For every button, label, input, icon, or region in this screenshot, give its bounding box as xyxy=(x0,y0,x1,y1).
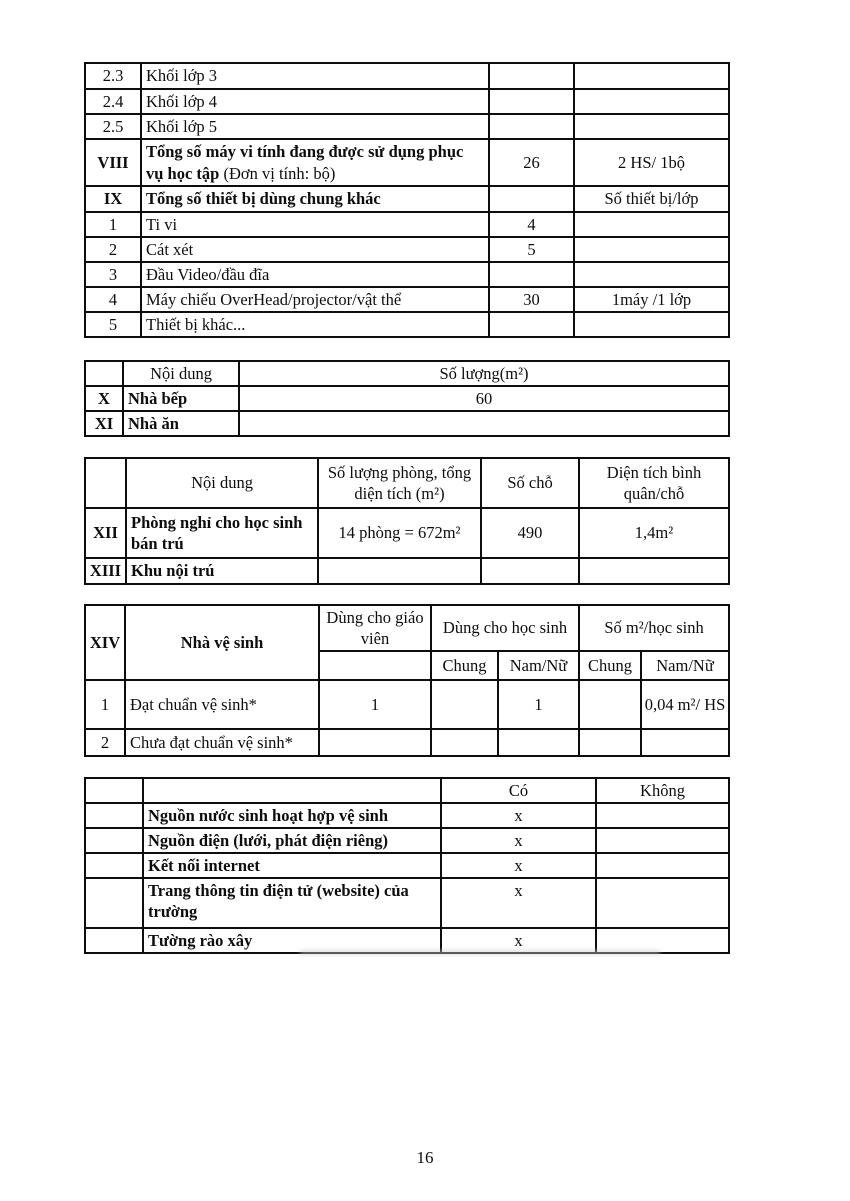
cell-no-mark xyxy=(596,828,729,853)
cell-label: Tường rào xây xyxy=(143,928,441,953)
cell-note: 2 HS/ 1bộ xyxy=(574,139,729,186)
header-teachers: Dùng cho giáo viên xyxy=(319,605,431,651)
utilities-table xyxy=(84,777,730,954)
header-sqm-chung: Chung xyxy=(579,651,641,680)
cell-students-chung xyxy=(431,729,498,756)
page-number: 16 xyxy=(416,1148,434,1167)
cell-note: Số thiết bị/lớp xyxy=(574,186,729,212)
cell-note xyxy=(574,114,729,139)
cell-qty: 5 xyxy=(489,237,574,262)
header-qty: Số lượng(m²) xyxy=(239,361,729,386)
cell-avg xyxy=(579,558,729,584)
cell-no: XIII xyxy=(85,558,126,584)
header-no: Không xyxy=(596,778,729,803)
cell-qty: 26 xyxy=(489,139,574,186)
cell-no xyxy=(85,853,143,878)
cell-seats: 490 xyxy=(481,508,579,558)
cell-yes: x xyxy=(441,803,596,828)
header-rooms: Số lượng phòng, tổng diện tích (m²) xyxy=(318,458,481,508)
cell-rooms xyxy=(318,558,481,584)
cell-qty: 4 xyxy=(489,212,574,237)
cell-label: Kết nối internet xyxy=(143,853,441,878)
cell-qty xyxy=(489,63,574,89)
header-yes: Có xyxy=(441,778,596,803)
header-empty xyxy=(85,361,123,386)
cell-students-namnu xyxy=(498,729,579,756)
cell-no xyxy=(85,928,143,953)
header-students-chung: Chung xyxy=(431,651,498,680)
cell-label: Đạt chuẩn vệ sinh* xyxy=(125,680,319,729)
header-sqm-namnu: Nam/Nữ xyxy=(641,651,729,680)
cell-label: Đầu Video/đầu đĩa xyxy=(141,262,489,287)
toilet-table xyxy=(84,604,730,757)
cell-label: Trang thông tin điện tử (website) của trường xyxy=(143,878,441,928)
cell-sqm-namnu xyxy=(641,729,729,756)
cell-qty xyxy=(239,411,729,436)
label-bold-part: Tổng số máy vi tính đang được sử dụng phục vụ học tập xyxy=(146,142,464,183)
header-teachers-sub xyxy=(319,651,431,680)
label-note-part: (Đơn vị tính: bộ) xyxy=(223,163,336,183)
cell-yes: x xyxy=(441,828,596,853)
header-content: Nội dung xyxy=(126,458,318,508)
header-avg: Diện tích bình quân/chỗ xyxy=(579,458,729,508)
equipment-table xyxy=(84,62,730,338)
cell-qty xyxy=(489,312,574,337)
cell-no: 4 xyxy=(85,287,141,312)
cell-no: IX xyxy=(85,186,141,212)
cell-teachers xyxy=(319,729,431,756)
cell-sqm-namnu: 0,04 m²/ HS xyxy=(641,680,729,729)
header-empty xyxy=(85,458,126,508)
cell-no: 2 xyxy=(85,237,141,262)
cell-rooms: 14 phòng = 672m² xyxy=(318,508,481,558)
boarding-rest-table xyxy=(84,457,730,585)
cell-no: VIII xyxy=(85,139,141,186)
cell-no-mark xyxy=(596,803,729,828)
cell-qty: 30 xyxy=(489,287,574,312)
cell-no: 1 xyxy=(85,212,141,237)
cell-label xyxy=(141,139,489,186)
header-title: Nhà vệ sinh xyxy=(125,605,319,680)
cell-no: 2.3 xyxy=(85,63,141,89)
cell-note xyxy=(574,312,729,337)
cell-no: 2.4 xyxy=(85,89,141,114)
cell-no xyxy=(85,878,143,928)
cell-note xyxy=(574,89,729,114)
cell-note: 1máy /1 lớp xyxy=(574,287,729,312)
cell-label: Ti vi xyxy=(141,212,489,237)
cell-label: Nhà bếp xyxy=(123,386,239,411)
header-students-namnu: Nam/Nữ xyxy=(498,651,579,680)
cell-note xyxy=(574,63,729,89)
cell-sqm-chung xyxy=(579,729,641,756)
cell-no: 2 xyxy=(85,729,125,756)
cell-no xyxy=(85,803,143,828)
cell-label: Phòng nghỉ cho học sinh bán trú xyxy=(126,508,318,558)
cell-label: Khối lớp 4 xyxy=(141,89,489,114)
cell-label: Nguồn nước sinh hoạt hợp vệ sinh xyxy=(143,803,441,828)
cell-no-mark xyxy=(596,878,729,928)
cell-label: Khối lớp 3 xyxy=(141,63,489,89)
cell-no: 1 xyxy=(85,680,125,729)
cell-label: Cát xét xyxy=(141,237,489,262)
cell-no: 2.5 xyxy=(85,114,141,139)
scan-artifact xyxy=(300,950,660,955)
header-students: Dùng cho học sinh xyxy=(431,605,579,651)
cell-note xyxy=(574,237,729,262)
header-seats: Số chỗ xyxy=(481,458,579,508)
cell-students-chung xyxy=(431,680,498,729)
kitchen-table xyxy=(84,360,730,437)
cell-note xyxy=(574,262,729,287)
cell-qty: 60 xyxy=(239,386,729,411)
cell-seats xyxy=(481,558,579,584)
header-empty xyxy=(85,778,143,803)
cell-label: Khu nội trú xyxy=(126,558,318,584)
cell-no-mark xyxy=(596,853,729,878)
header-no: XIV xyxy=(85,605,125,680)
cell-sqm-chung xyxy=(579,680,641,729)
header-content: Nội dung xyxy=(123,361,239,386)
cell-label: Thiết bị khác... xyxy=(141,312,489,337)
cell-label: Nhà ăn xyxy=(123,411,239,436)
cell-no: XI xyxy=(85,411,123,436)
cell-avg: 1,4m² xyxy=(579,508,729,558)
cell-qty xyxy=(489,114,574,139)
cell-no: 5 xyxy=(85,312,141,337)
cell-qty xyxy=(489,89,574,114)
cell-qty xyxy=(489,262,574,287)
cell-label: Máy chiếu OverHead/projector/vật thể xyxy=(141,287,489,312)
cell-yes: x xyxy=(441,853,596,878)
cell-no: X xyxy=(85,386,123,411)
cell-yes: x xyxy=(441,928,596,953)
cell-no xyxy=(85,828,143,853)
header-sqm-per-student: Số m²/học sinh xyxy=(579,605,729,651)
cell-label: Khối lớp 5 xyxy=(141,114,489,139)
cell-no: XII xyxy=(85,508,126,558)
cell-no: 3 xyxy=(85,262,141,287)
header-empty xyxy=(143,778,441,803)
cell-label: Chưa đạt chuẩn vệ sinh* xyxy=(125,729,319,756)
cell-students-namnu: 1 xyxy=(498,680,579,729)
cell-label: Nguồn điện (lưới, phát điện riêng) xyxy=(143,828,441,853)
cell-note xyxy=(574,212,729,237)
cell-qty xyxy=(489,186,574,212)
cell-yes: x xyxy=(441,878,596,928)
cell-label: Tổng số thiết bị dùng chung khác xyxy=(141,186,489,212)
cell-teachers: 1 xyxy=(319,680,431,729)
